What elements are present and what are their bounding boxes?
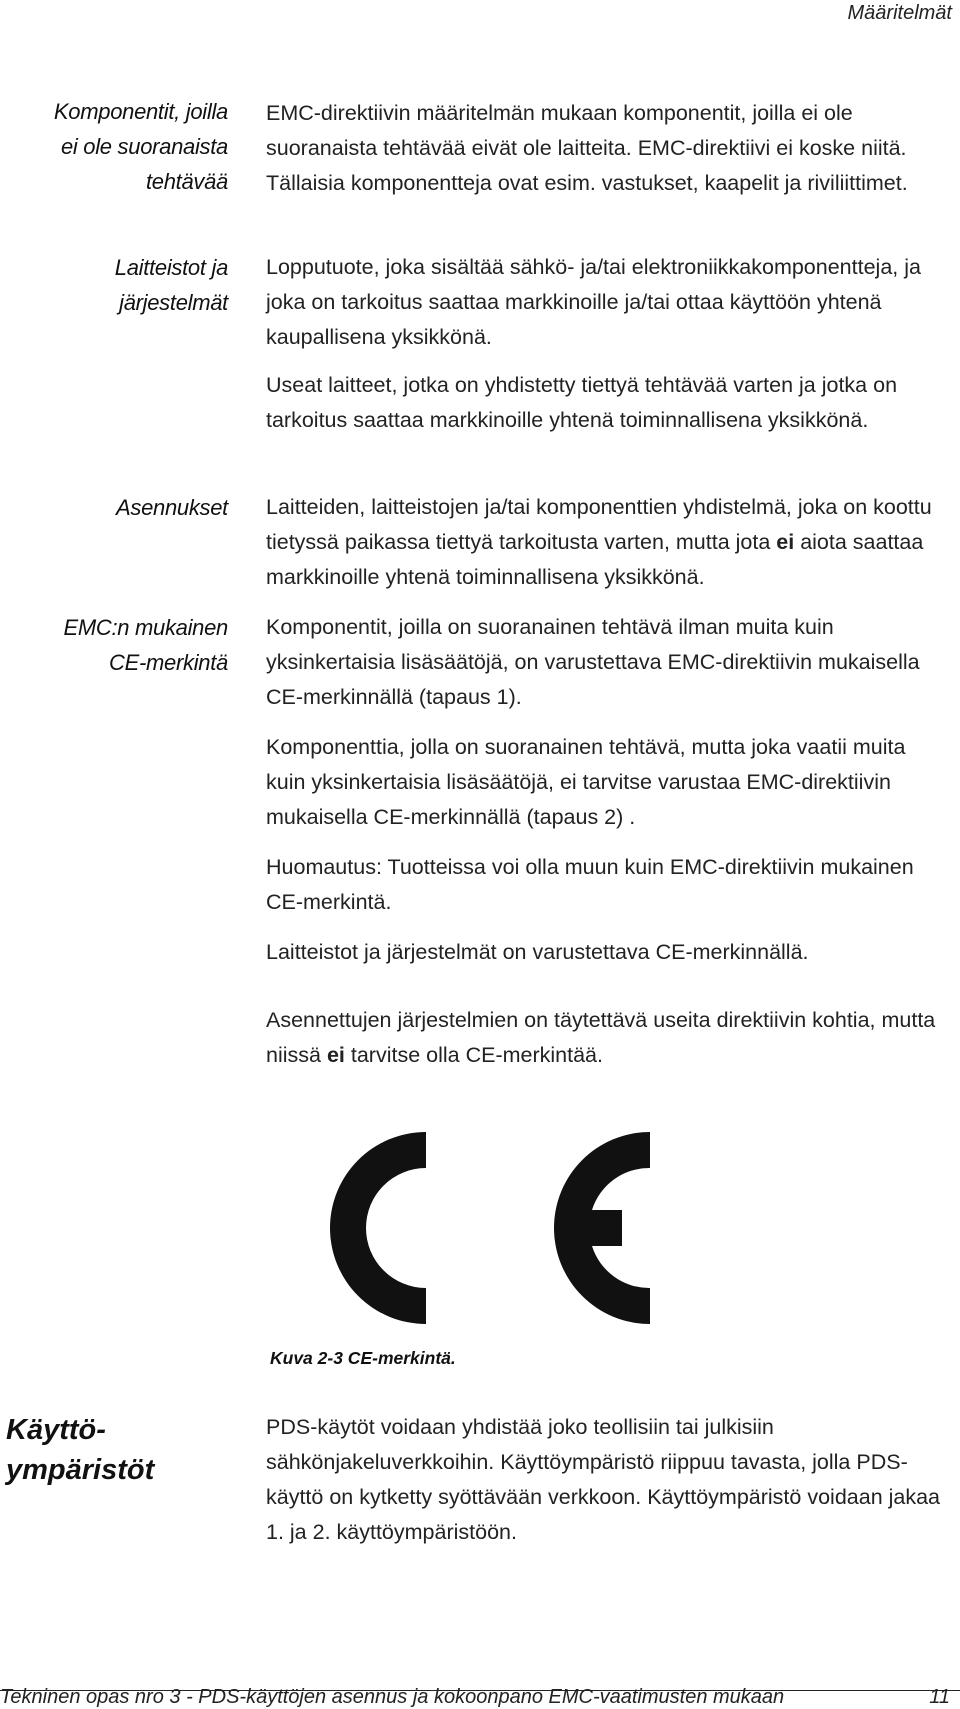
paragraph-environments: PDS-käytöt voidaan yhdistää joko teollisiin tai julkisiin sähkönjakeluverkkoihin. Käyttöympäristö riippuu tavasta, jolla PDS-käyttö on kytketty syöttävään verkkoon. Käyttöympäristö voidaan jakaa 1. ja 2. käyttöympäristöön. bbox=[266, 1415, 941, 1544]
paragraph-installations bbox=[266, 490, 942, 595]
section-heading-line: ympäristöt bbox=[6, 1454, 155, 1486]
sidebar-heading-line: CE-merkintä bbox=[109, 650, 228, 675]
ce-mark-logo bbox=[270, 1108, 700, 1348]
paragraph-text: tarvitse olla CE-merkintää. bbox=[344, 1043, 603, 1067]
emphasis-text: ei bbox=[326, 1043, 345, 1067]
paragraph-systems-marking: Laitteistot ja järjestelmät on varustettava CE-merkinnällä. bbox=[266, 940, 809, 964]
ce-logo-letter-c bbox=[330, 1132, 426, 1324]
ce-logo-letter-e bbox=[554, 1132, 650, 1324]
paragraph-installed-systems bbox=[266, 1003, 942, 1073]
sidebar-heading-line: EMC:n mukainen bbox=[63, 615, 228, 640]
footer-title: Tekninen opas nro 3 - PDS-käyttöjen asennus ja kokoonpano EMC-vaatimusten mukaan bbox=[0, 1686, 785, 1708]
paragraph-text: Asennettujen järjestelmien on täytettävä useita direktiivin kohtia, mutta niissä bbox=[266, 1008, 936, 1067]
paragraph-case-2: Komponenttia, jolla on suoranainen tehtävä, mutta joka vaatii muita kuin yksinkertaisia lisäsäätöjä, ei tarvitse varustaa EMC-direktiivin mukaisella CE-merkinnällä (tapaus 2) . bbox=[266, 735, 906, 829]
section-heading-environments bbox=[6, 1410, 154, 1490]
paragraph-note: Huomautus: Tuotteissa voi olla muun kuin EMC-direktiivin mukainen CE-merkintä. bbox=[266, 855, 914, 914]
sidebar-heading-ce-marking bbox=[0, 610, 228, 680]
sidebar-heading-line: Asennukset bbox=[116, 495, 228, 520]
paragraph-text: Laitteiden, laitteistojen ja/tai komponenttien yhdistelmä, joka on koottu tietyssä paikassa tiettyä tarkoitusta varten, mutta jota bbox=[266, 495, 932, 554]
sidebar-heading-systems bbox=[0, 250, 228, 320]
running-header: Määritelmät bbox=[847, 2, 952, 24]
section-heading-line: Käyttö- bbox=[6, 1414, 106, 1446]
emphasis-text: ei bbox=[776, 530, 795, 554]
paragraph-equipment: Lopputuote, joka sisältää sähkö- ja/tai elektroniikkakomponentteja, ja joka on tarkoitus saattaa markkinoille ja/tai ottaa käyttöön yhtenä kaupallisena yksikkönä. bbox=[266, 255, 921, 349]
sidebar-heading-line: Komponentit, joilla bbox=[53, 99, 228, 124]
sidebar-heading-line: Laitteistot ja bbox=[114, 255, 228, 280]
paragraph-components: EMC-direktiivin määritelmän mukaan komponentit, joilla ei ole suoranaista tehtävää eivät ole laitteita. EMC-direktiivi ei koske niitä. Tällaisia komponentteja ovat esim. vastukset, kaapelit ja riviliittimet. bbox=[266, 101, 908, 195]
sidebar-heading-components bbox=[0, 94, 228, 199]
paragraph-case-1: Komponentit, joilla on suoranainen tehtävä ilman muita kuin yksinkertaisia lisäsäätöjä, on varustettava EMC-direktiivin mukaisella CE-merkinnällä (tapaus 1). bbox=[266, 615, 920, 709]
sidebar-heading-installations bbox=[0, 490, 228, 525]
paragraph-text: aiota saattaa markkinoille yhtenä toiminnallisena yksikkönä. bbox=[266, 530, 924, 589]
sidebar-heading-line: järjestelmät bbox=[119, 290, 228, 315]
sidebar-heading-line: ei ole suoranaista bbox=[60, 134, 228, 159]
page-number: 11 bbox=[929, 1686, 950, 1708]
paragraph-systems: Useat laitteet, jotka on yhdistetty tiettyä tehtävää varten ja jotka on tarkoitus saattaa markkinoille yhtenä toiminnallisena yksikkönä. bbox=[266, 373, 898, 432]
sidebar-heading-line: tehtävää bbox=[145, 169, 228, 194]
figure-caption: Kuva 2-3 CE-merkintä. bbox=[270, 1348, 456, 1368]
